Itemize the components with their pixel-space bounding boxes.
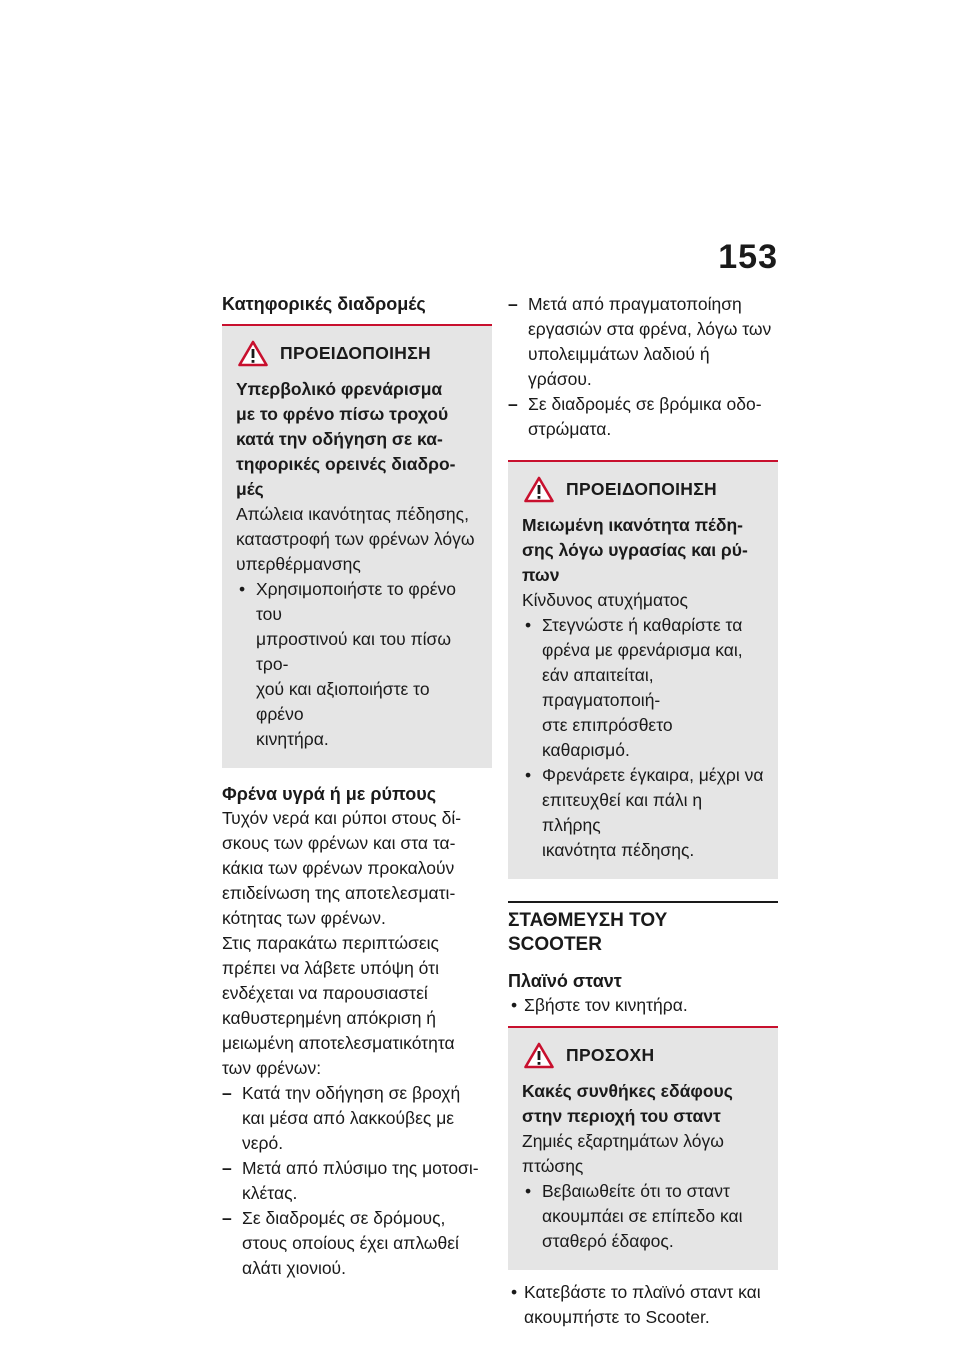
- chapter-title-parking: ΣΤΑΘΜΕΥΣΗ ΤΟΥ SCOOTER: [508, 910, 668, 955]
- warning-box-overbraking: [222, 326, 492, 768]
- warning-heading: Υπερβολικό φρενάρισμα με το φρένο πίσω τροχού κατά την οδήγηση σε κα- τηφορικές ορεινές διαδρο- μές: [236, 379, 456, 499]
- warning-box-wet-brakes: [508, 462, 778, 879]
- section-title-downhill: Κατηφορικές διαδρομές: [222, 294, 426, 314]
- side-stand-step-lower: • Κατεβάστε το πλαϊνό σταντ και ακουμπήστε το Scooter.: [508, 1280, 778, 1330]
- caution-triangle-icon: [524, 1042, 554, 1069]
- caution-bullet: • Βεβαιωθείτε ότι το σταντ ακουμπάει σε επίπεδο και σταθερό έδαφος.: [522, 1179, 764, 1254]
- caution-box-ground: [508, 1028, 778, 1270]
- caution-label: ΠΡΟΣΟΧΗ: [566, 1045, 655, 1065]
- wet-brakes-paragraph: Τυχόν νερά και ρύποι στους δί- σκους των φρένων και στα τα- κάκια των φρένων προκαλούν επιδείνωση της αποτελεσματι- κότητας των φρένων. Στις παρακάτω περιπτώσεις πρέπει να λάβετε υπόψη ότι ενδέχεται να παρουσιαστεί καθυστερημένη απόκριση ή μειωμένη αποτελεσματικότητα των φρένων:: [222, 808, 462, 1078]
- dash-item-salt: – Σε διαδρομές σε δρόμους, στους οποίους έχει απλωθεί αλάτι χιονιού.: [222, 1206, 492, 1281]
- warning-bullet-brake-early: • Φρενάρετε έγκαιρα, μέχρι να επιτευχθεί και πάλι η πλήρης ικανότητα πέδησης.: [522, 763, 764, 863]
- warning-body: Κίνδυνος ατυχήματος: [522, 590, 688, 610]
- warning-label: ΠΡΟΕΙΔΟΠΟΙΗΣΗ: [280, 343, 431, 363]
- dash-item-washing: – Μετά από πλύσιμο της μοτοσι- κλέτας.: [222, 1156, 492, 1206]
- warning-body: Απώλεια ικανότητας πέδησης, καταστροφή των φρένων λόγω υπερθέρμανσης: [236, 504, 475, 574]
- warning-bullet: • Χρησιμοποιήστε το φρένο του μπροστινού και του πίσω τρο- χού και αξιοποιήστε το φρένο κινητήρα.: [236, 577, 478, 752]
- dash-item-brake-work: – Μετά από πραγματοποίηση εργασιών στα φρένα, λόγω των υπολειμμάτων λαδιού ή γράσου.: [508, 292, 778, 392]
- caution-heading: Κακές συνθήκες εδάφους στην περιοχή του σταντ: [522, 1081, 733, 1126]
- section-title-wet-brakes: Φρένα υγρά ή με ρύπους: [222, 784, 437, 804]
- warning-bullet-dry: • Στεγνώστε ή καθαρίστε τα φρένα με φρενάρισμα και, εάν απαιτείται, πραγματοποιή- στε επιπρόσθετο καθαρισμό.: [522, 613, 764, 763]
- side-stand-step-engine-off: • Σβήστε τον κινητήρα.: [508, 993, 778, 1018]
- left-column: [222, 292, 492, 1281]
- dash-item-rain: – Κατά την οδήγηση σε βροχή και μέσα από λακκούβες με νερό.: [222, 1081, 492, 1156]
- warning-triangle-icon: [524, 476, 554, 503]
- warning-label: ΠΡΟΕΙΔΟΠΟΙΗΣΗ: [566, 479, 717, 499]
- caution-body: Ζημιές εξαρτημάτων λόγω πτώσης: [522, 1131, 724, 1176]
- dash-item-dirty-roads: – Σε διαδρομές σε βρόμικα οδο- στρώματα.: [508, 392, 778, 442]
- warning-heading: Μειωμένη ικανότητα πέδη- σης λόγω υγρασίας και ρύ- πων: [522, 515, 748, 585]
- right-column: [508, 292, 778, 1330]
- section-title-side-stand: Πλαϊνό σταντ: [508, 971, 622, 991]
- warning-triangle-icon: [238, 340, 268, 367]
- page-number: 153: [718, 238, 778, 276]
